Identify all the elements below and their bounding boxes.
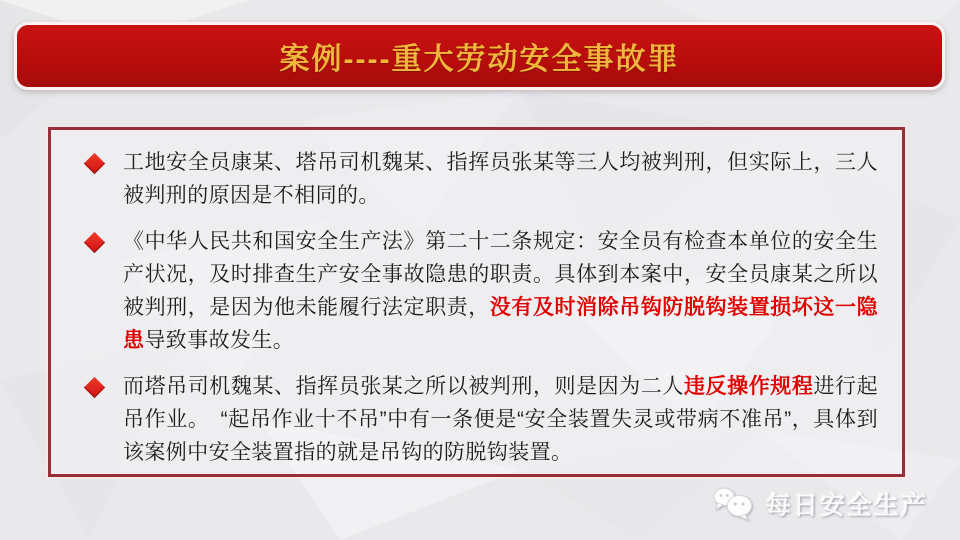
text-segment: 而塔吊司机魏某、指挥员张某之所以被判刑，则是因为二人 <box>123 375 684 398</box>
wechat-icon <box>712 486 756 522</box>
watermark <box>712 486 928 522</box>
bullet-item-2 <box>87 225 878 357</box>
page-title: 案例----重大劳动安全事故罪 <box>279 43 680 76</box>
diamond-bullet-icon <box>84 377 105 398</box>
emphasis-text-segment: 没有及时消除吊钩防脱钩装置损坏这一隐患 <box>123 296 878 352</box>
bullet-text-2 <box>123 225 878 357</box>
emphasis-text-segment: 违反操作规程 <box>683 375 814 398</box>
bullet-text-1 <box>123 146 878 212</box>
text-segment: 导致事故发生。 <box>144 329 295 352</box>
watermark-label: 每日安全生产 <box>765 492 928 520</box>
bullet-item-3 <box>87 370 878 469</box>
text-segment: 进行起吊作业。 “起吊作业十不吊”中有一条便是“安全装置失灵或带病不准吊”，具体到该案例中安全装置指的就是吊钩的防脱钩装置。 <box>123 375 879 464</box>
diamond-bullet-icon <box>84 232 105 253</box>
bullet-text-3 <box>123 370 878 469</box>
text-segment: 《中华人民共和国安全生产法》第二十二条规定：安全员有检查本单位的安全生产状况，及时排查生产安全事故隐患的职责。具体到本案中，安全员康某之所以被判刑，是因为他未能履行法定职责， <box>123 230 878 319</box>
diamond-bullet-icon <box>84 153 105 174</box>
title-banner <box>14 22 945 90</box>
bullet-item-1 <box>87 146 878 212</box>
case-content-box <box>48 127 905 477</box>
text-segment: 工地安全员康某、塔吊司机魏某、指挥员张某等三人均被判刑，但实际上，三人被判刑的原因是不相同的。 <box>123 151 878 207</box>
